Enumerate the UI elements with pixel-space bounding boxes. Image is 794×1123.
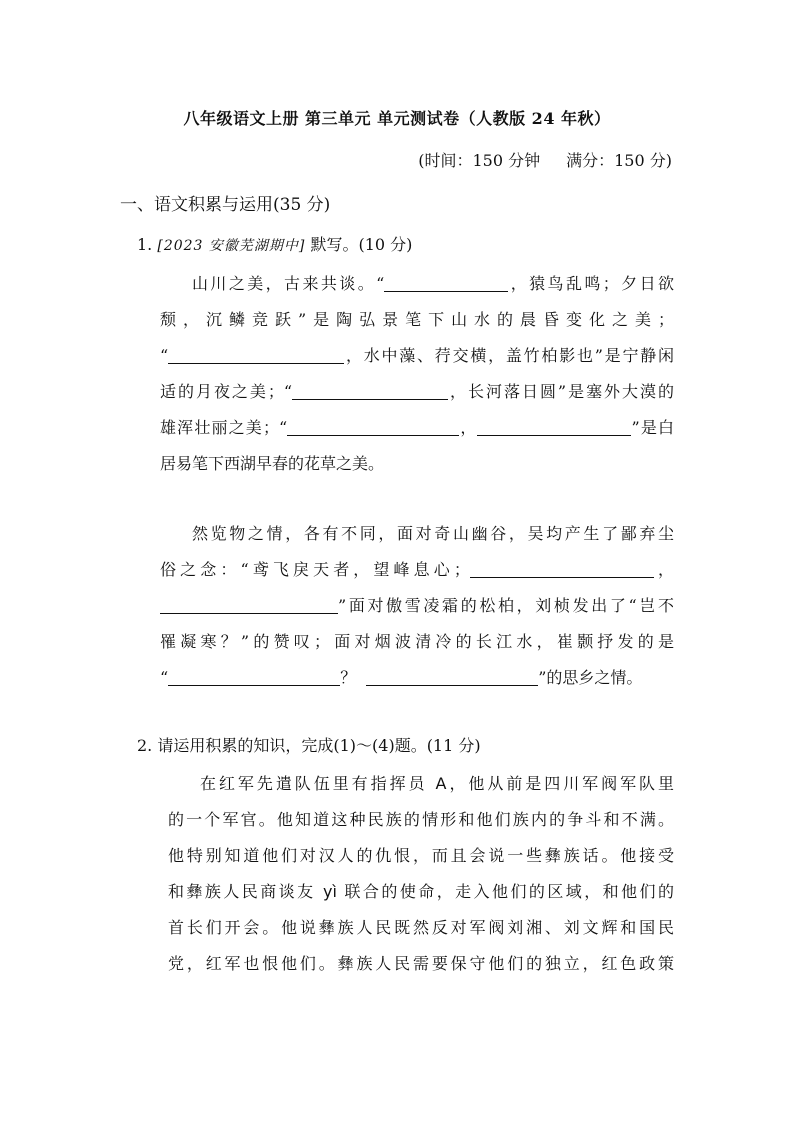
text-line: 居易笔下西湖早春的花草之美。 xyxy=(160,454,385,473)
exam-score: 满分：150 分) xyxy=(566,151,672,170)
exam-time: (时间：150 分钟 xyxy=(418,151,541,170)
passage-line: 他特别知道他们对汉人的仇恨，而且会说一些彝族话。他接受 xyxy=(168,846,674,865)
text-line: 俗之念：“鸢飞戾天者，望峰息心； ， xyxy=(160,552,674,588)
answer-blank[interactable] xyxy=(384,271,508,292)
answer-blank[interactable] xyxy=(168,665,340,686)
text-line: 然览物之情，各有不同，面对奇山幽谷，吴均产生了鄙弃尘 xyxy=(192,524,674,543)
text-line: “ ？ ”的思乡之情。 xyxy=(160,660,674,696)
question-1-header xyxy=(137,232,412,255)
passage-line: 和彝族人民商谈友 yì 联合的使命，走入他们的区域，和他们的 xyxy=(168,882,674,901)
question-prompt: 默写。(10 分) xyxy=(310,235,413,254)
text-line: 山川之美，古来共谈。“ ，猿鸟乱鸣；夕日欲 xyxy=(160,266,674,302)
passage-line: 党，红军也恨他们。彝族人民需要保守他们的独立，红色政策 xyxy=(168,954,674,973)
text-line: 罹凝寒？”的赞叹；面对烟波清冷的长江水，崔颢抒发的是 xyxy=(160,632,674,651)
exam-title: 八年级语文上册 第三单元 单元测试卷（人教版 24 年秋） xyxy=(183,109,611,128)
passage-line: 在红军先遣队伍里有指挥员 A，他从前是四川军阀军队里 xyxy=(200,774,674,793)
reading-passage xyxy=(168,766,674,982)
answer-blank[interactable] xyxy=(168,343,344,364)
answer-blank[interactable] xyxy=(292,379,448,400)
question-number: 1. xyxy=(137,235,153,254)
text-line: 适的月夜之美；“ ，长河落日圆”是塞外大漠的 xyxy=(160,374,674,410)
answer-blank[interactable] xyxy=(366,665,538,686)
passage-line: 的一个军官。他知道这种民族的情形和他们族内的争斗和不满。 xyxy=(168,810,674,829)
question-source: [2023 安徽芜湖期中] xyxy=(157,238,306,254)
passage-line: 首长们开会。他说彝族人民既然反对军阀刘湘、刘文辉和国民 xyxy=(168,918,674,937)
text-line: 雄浑壮丽之美；“ ， ”是白 xyxy=(160,410,674,446)
question-prompt: 请运用积累的知识，完成(1)～(4)题。(11 分) xyxy=(157,736,481,755)
question-number: 2. xyxy=(137,736,153,755)
exam-meta xyxy=(418,148,672,171)
section-heading: 一、语文积累与运用(35 分) xyxy=(120,195,331,215)
question-1-paragraph-1 xyxy=(160,266,674,482)
answer-blank[interactable] xyxy=(160,593,338,614)
answer-blank[interactable] xyxy=(477,415,631,436)
text-line: “ ，水中藻、荇交横，盖竹柏影也”是宁静闲 xyxy=(160,338,674,374)
question-1-paragraph-2 xyxy=(160,516,674,696)
answer-blank[interactable] xyxy=(287,415,459,436)
text-line: 颓，沉鳞竞跃”是陶弘景笔下山水的晨昏变化之美； xyxy=(160,310,674,329)
question-2-header xyxy=(137,733,481,756)
answer-blank[interactable] xyxy=(470,557,654,578)
text-line: ”面对傲雪凌霜的松柏，刘桢发出了“岂不 xyxy=(160,588,674,624)
